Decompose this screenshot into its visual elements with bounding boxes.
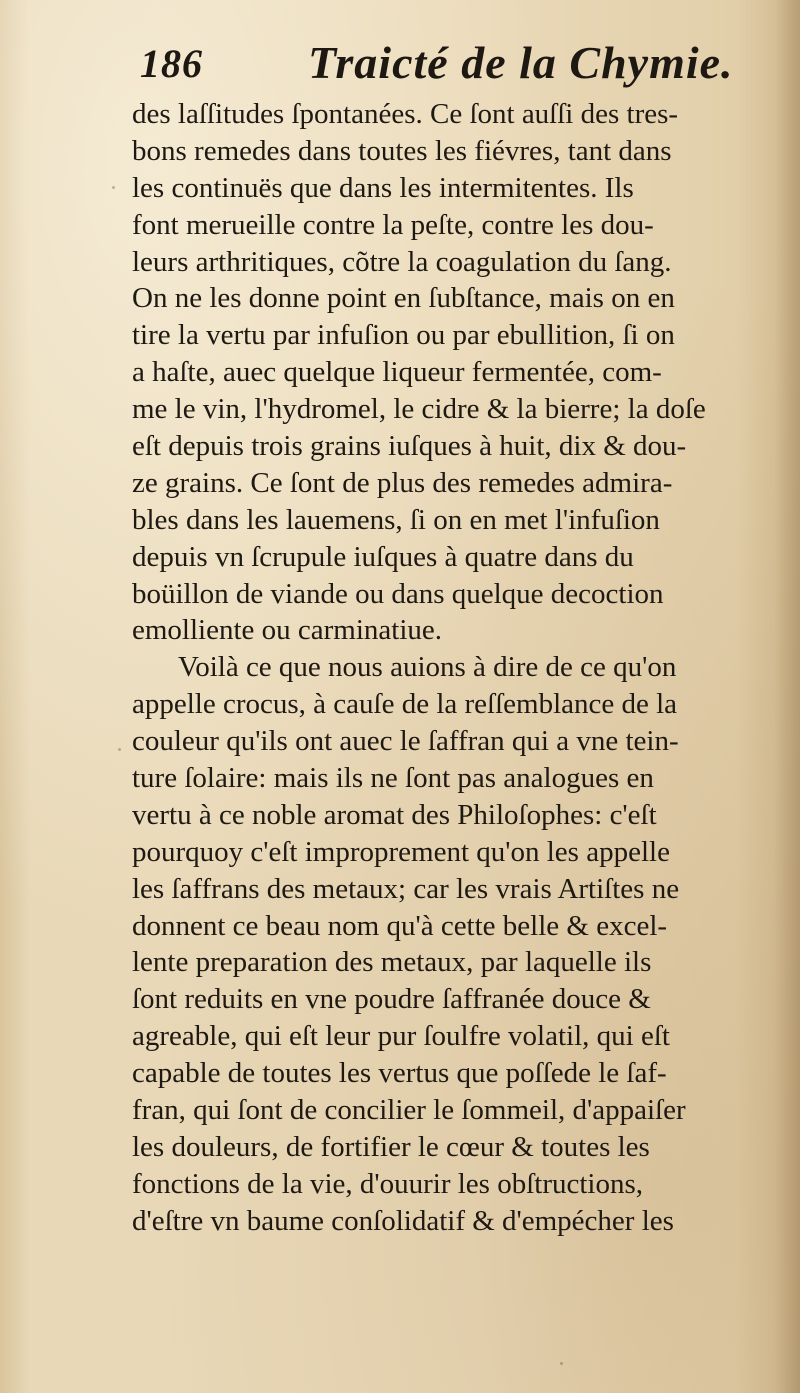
text-line: lente preparation des metaux, par laquelle ils: [132, 946, 652, 979]
text-line: fran, qui ſont de concilier le ſommeil, d'appaiſer: [132, 1094, 686, 1127]
text-line: couleur qu'ils ont auec le ſaffran qui a vne tein-: [132, 725, 679, 758]
page-header: [140, 36, 734, 96]
text-line: boüillon de viande ou dans quelque decoction: [132, 577, 664, 610]
paragraph-start-line: Voilà ce que nous auions à dire de ce qu'on: [178, 651, 677, 684]
text-line: bles dans les lauemens, ſi on en met l'infuſion: [132, 503, 660, 536]
text-line: bons remedes dans toutes les fiévres, tant dans: [132, 134, 672, 167]
text-line: me le vin, l'hydromel, le cidre & la bierre; la doſe: [132, 393, 706, 426]
text-line: leurs arthritiques, cõtre la coagulation du ſang.: [132, 245, 672, 278]
text-line: d'eſtre vn baume conſolidatif & d'empécher les: [132, 1204, 674, 1237]
text-line: fonctions de la vie, d'ouurir les obſtructions,: [132, 1167, 644, 1200]
text-line: ture ſolaire: mais ils ne ſont pas analogues en: [132, 762, 654, 795]
text-line: depuis vn ſcrupule iuſques à quatre dans du: [132, 540, 634, 573]
text-line: appelle crocus, à cauſe de la reſſemblance de la: [132, 688, 678, 721]
text-line: a haſte, auec quelque liqueur fermentée, com-: [132, 356, 662, 389]
body-text: [132, 96, 792, 1240]
text-line: les continuës que dans les intermitentes. Ils: [132, 171, 634, 204]
text-line: tire la vertu par infuſion ou par ebullition, ſi on: [132, 319, 675, 352]
running-title: Traicté de la Chymie.: [308, 37, 734, 88]
text-line: ſont reduits en vne poudre ſaffranée douce &: [132, 983, 651, 1016]
page-number: 186: [140, 41, 203, 86]
text-line: On ne les donne point en ſubſtance, mais on en: [132, 282, 675, 315]
text-line: les douleurs, de fortifier le cœur & toutes les: [132, 1130, 650, 1163]
text-line: emolliente ou carminatiue.: [132, 614, 443, 647]
text-line: les ſaffrans des metaux; car les vrais Artiſtes ne: [132, 872, 680, 905]
text-line: capable de toutes les vertus que poſſede le ſaf-: [132, 1057, 667, 1090]
text-line: vertu à ce noble aromat des Philoſophes: c'eſt: [132, 798, 657, 831]
text-line: eſt depuis trois grains iuſques à huit, dix & dou-: [132, 430, 687, 463]
text-line: pourquoy c'eſt improprement qu'on les appelle: [132, 835, 670, 868]
text-line: agreable, qui eſt leur pur ſoulfre volatil, qui eſt: [132, 1020, 670, 1053]
paper-speck: [118, 748, 121, 751]
text-line: ze grains. Ce ſont de plus des remedes admira-: [132, 466, 673, 499]
text-line: font merueille contre la peſte, contre les dou-: [132, 208, 654, 241]
text-line: des laſſitudes ſpontanées. Ce ſont auſſi des tres-: [132, 98, 679, 130]
paper-speck: [560, 1362, 563, 1365]
text-line: donnent ce beau nom qu'à cette belle & excel-: [132, 909, 668, 942]
paper-speck: [112, 186, 115, 189]
